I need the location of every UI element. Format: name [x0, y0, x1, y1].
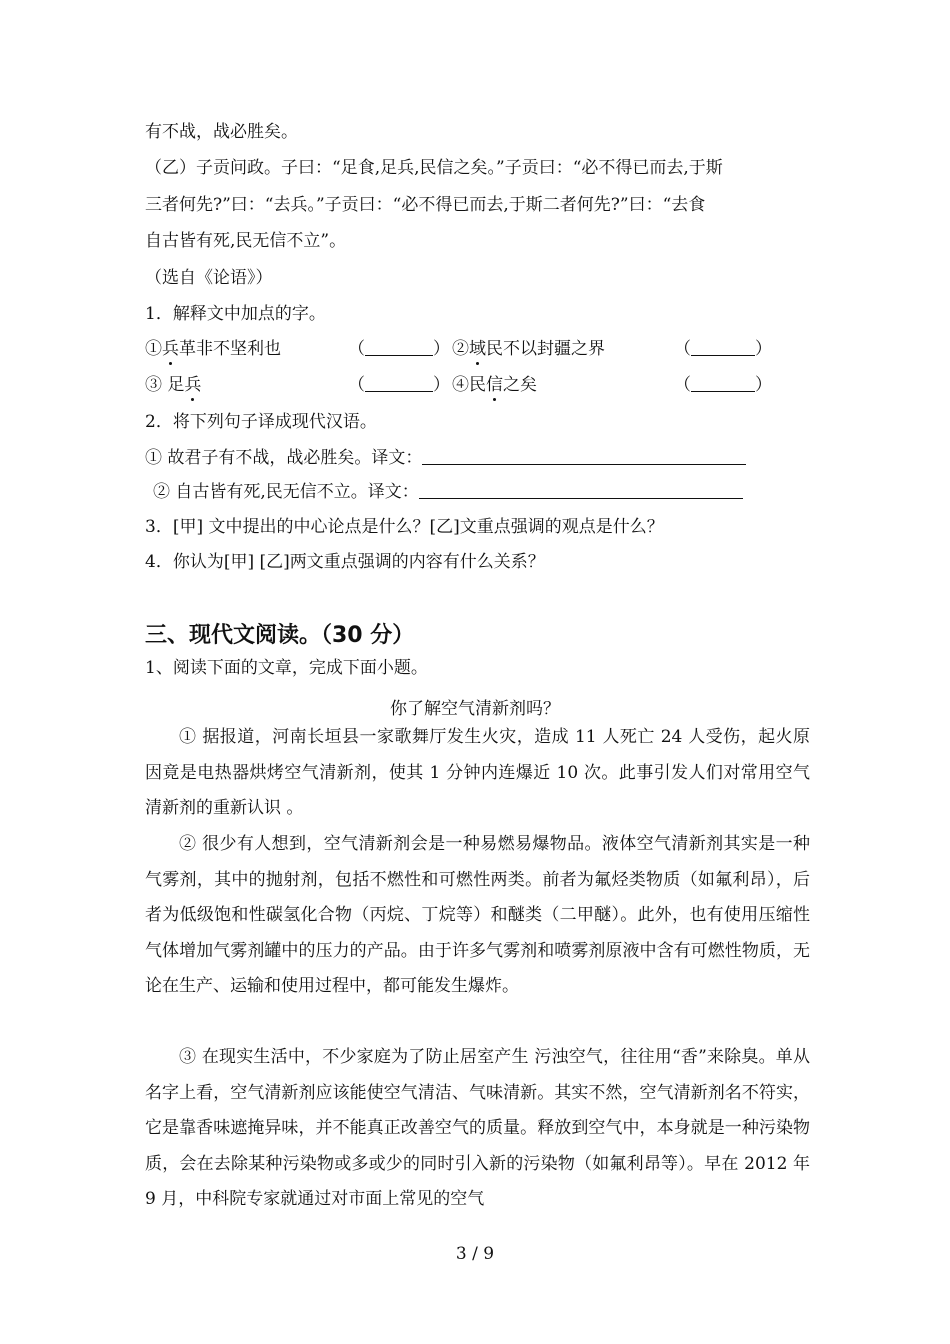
q2-sentence-2: ② 自古皆有死,民无信不立。译文： — [153, 482, 743, 502]
q1-answer-3[interactable]: （ ） — [348, 375, 450, 395]
dotted-char: 兵 — [184, 375, 202, 395]
dotted-char: 兵 — [162, 339, 179, 359]
text-line: 三者何先?”曰：“去兵。”子贡曰：“必不得已而去,于斯二者何先?”曰：“去食 — [145, 195, 706, 215]
dotted-char: 信 — [486, 375, 503, 395]
q1-answer-4[interactable]: （ ） — [674, 375, 772, 395]
task-instruction: 1、阅读下面的文章，完成下面小题。 — [145, 658, 428, 678]
text-line: （乙）子贡问政。子曰：“足食,足兵,民信之矣。”子贡曰：“必不得已而去,于斯 — [145, 158, 723, 178]
text-line: 有不战，战必胜矣。 — [145, 122, 298, 142]
answer-blank[interactable] — [691, 377, 755, 392]
text-line: 自古皆有死,民无信不立”。 — [145, 231, 347, 251]
article-title: 你了解空气清新剂吗？ — [390, 699, 560, 719]
article-paragraph-1: ① 据报道，河南长垣县一家歌舞厅发生火灾，造成 11 人死亡 24 人受伤，起火原因竟是电热器烘烤空气清新剂，使其 1 分钟内连爆近 10 次。此事引发人们对常用空气清新剂的重新认识 。 — [145, 727, 810, 818]
question-1-title: 1．解释文中加点的字。 — [145, 304, 326, 324]
q1-item-3: ③ 足兵 — [145, 375, 202, 395]
answer-blank[interactable] — [365, 341, 433, 356]
q1-item-2: ②域民不以封疆之界 — [452, 339, 605, 359]
question-3: 3．[甲] 文中提出的中心论点是什么？[乙]文重点强调的观点是什么？ — [145, 517, 664, 537]
q1-answer-2[interactable]: （ ） — [674, 339, 772, 359]
q1-answer-1[interactable]: （ ） — [348, 339, 450, 359]
dotted-char: 域 — [469, 339, 486, 359]
article-paragraph-3: ③ 在现实生活中，不少家庭为了防止居室产生 污浊空气，往往用“香”来除臭。单从名字上看，空气清新剂应该能使空气清洁、气味清新。其实不然，空气清新剂名不符实，它是靠香味遮掩异味，并不能真正改善空气的质量。释放到空气中，本身就是一种污染物质，会在去除某种污染物或多或少的同时引入新的污染物（如氟利昂等）。早在 2012 年 9 月，中科院专家就通过对市面上常见的空气 — [145, 1047, 810, 1209]
q1-item-1: ①兵革非不坚利也 — [145, 339, 281, 359]
source-note: （选自《论语》） — [145, 268, 273, 288]
q2-sentence-1: ① 故君子有不战，战必胜矣。译文： — [145, 448, 746, 468]
q1-item-4: ④民信之矣 — [452, 375, 537, 395]
answer-blank[interactable] — [691, 341, 755, 356]
page-number: 3 / 9 — [455, 1244, 495, 1264]
article-paragraph-2: ② 很少有人想到，空气清新剂会是一种易燃易爆物品。液体空气清新剂其实是一种气雾剂，其中的抛射剂，包括不燃性和可燃性两类。前者为氟烃类物质（如氟利昂），后者为低级饱和性碳氢化合物（丙烷、丁烷等）和醚类（二甲醚）。此外，也有使用压缩性气体增加气雾剂罐中的压力的产品。由于许多气雾剂和喷雾剂原液中含有可燃性物质，无论在生产、运输和使用过程中，都可能发生爆炸。 — [145, 834, 810, 996]
section-heading: 三、现代文阅读。（30 分） — [145, 623, 415, 648]
translation-blank[interactable] — [419, 484, 743, 499]
translation-blank[interactable] — [422, 450, 746, 465]
question-2-title: 2．将下列句子译成现代汉语。 — [145, 412, 377, 432]
answer-blank[interactable] — [365, 377, 433, 392]
question-4: 4．你认为[甲] [乙]两文重点强调的内容有什么关系？ — [145, 552, 545, 572]
